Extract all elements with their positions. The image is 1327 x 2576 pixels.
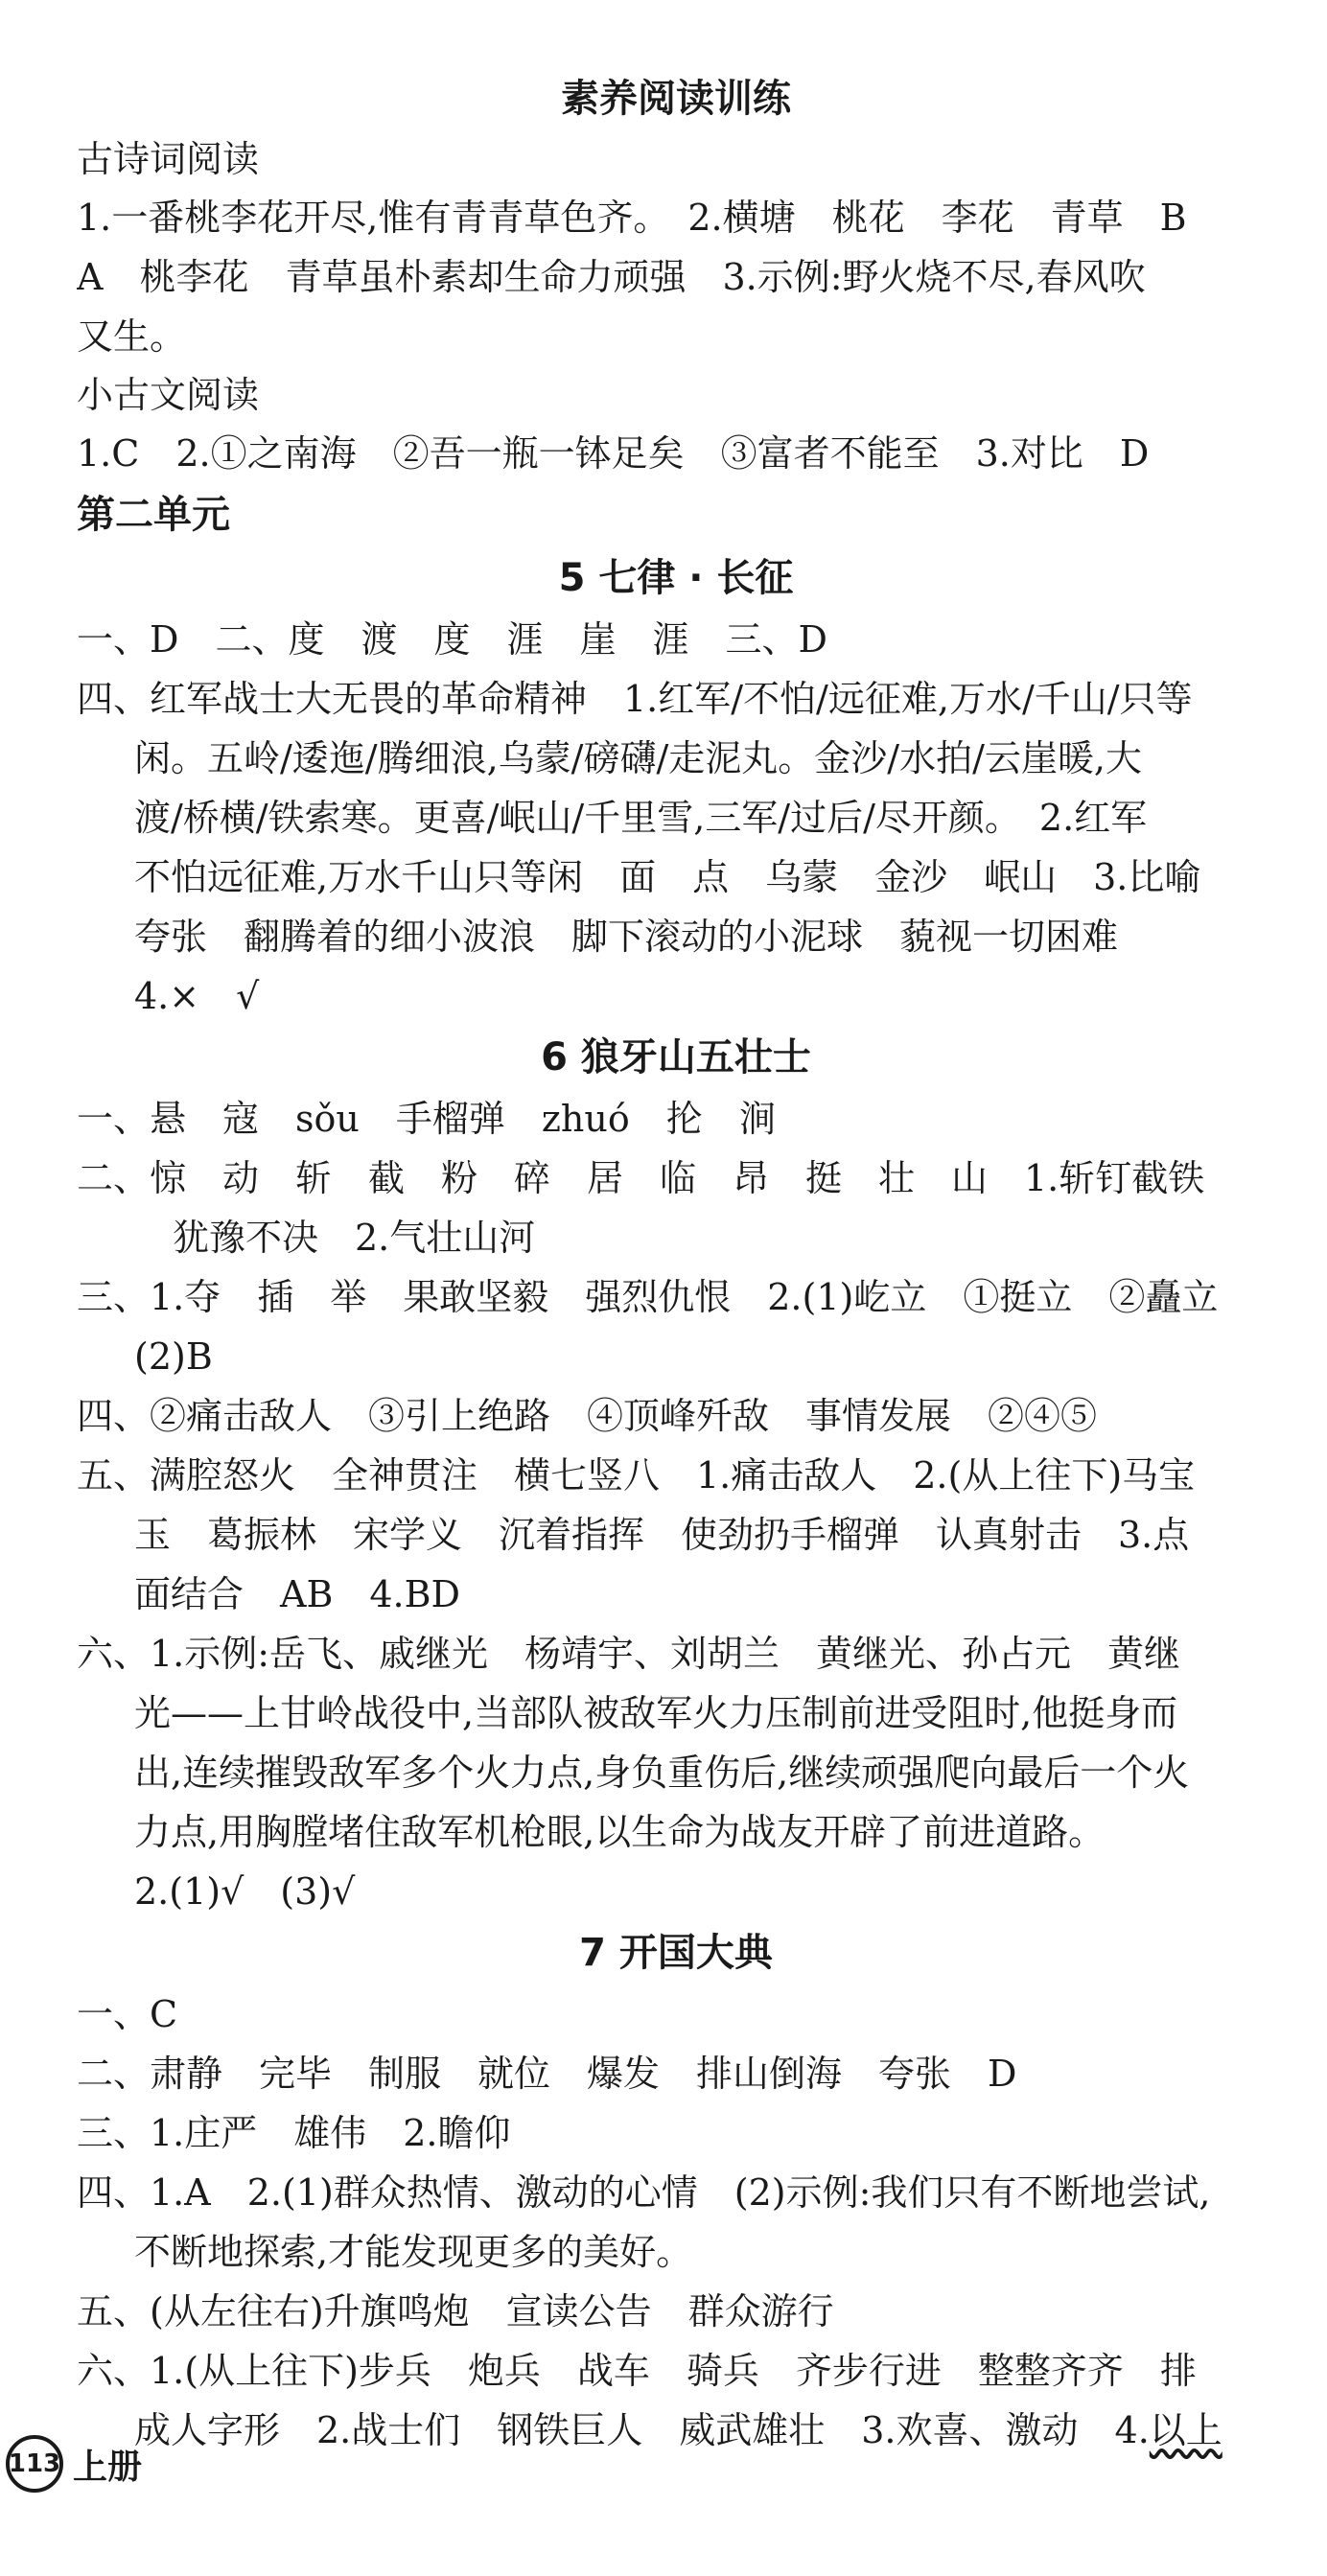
classic-line: 1.C 2.①之南海 ②吾一瓶一钵足矣 ③富者不能至 3.对比 D: [77, 432, 1150, 475]
wavy-underlined-text: 以上: [1149, 2409, 1222, 2451]
poetry-line: 又生。: [77, 315, 187, 358]
section-title-reading: 素养阅读训练: [561, 77, 791, 121]
lesson6-line: 面结合 AB 4.BD: [134, 1573, 461, 1615]
poetry-heading: 古诗词阅读: [77, 138, 260, 180]
classic-heading: 小古文阅读: [77, 374, 260, 416]
lesson6-line: 玉 葛振林 宋学义 沉着指挥 使劲扔手榴弹 认真射击 3.点: [134, 1514, 1190, 1556]
lesson6-line: 三、1.夺 插 举 果敢坚毅 强烈仇恨 2.(1)屹立 ①挺立 ②矗立: [77, 1276, 1219, 1318]
lesson7-line: 三、1.庄严 雄伟 2.瞻仰: [77, 2112, 511, 2154]
volume-label: 上册: [73, 2447, 143, 2487]
lesson7-last-line: [77, 2401, 1275, 2460]
lesson7-line-text: 成人字形 2.战士们 钢铁巨人 威武雄壮 3.欢喜、激动 4.: [134, 2409, 1150, 2451]
page-number-badge: 113: [6, 2435, 63, 2493]
lesson6-line: 五、满腔怒火 全神贯注 横七竖八 1.痛击敌人 2.(从上往下)马宝: [77, 1454, 1196, 1497]
lesson6-line: 力点,用胸膛堵住敌军机枪眼,以生命为战友开辟了前进道路。: [134, 1811, 1106, 1853]
poetry-line: A 桃李花 青草虽朴素却生命力顽强 3.示例:野火烧不尽,春风吹: [77, 256, 1146, 298]
answer-page: [77, 67, 1275, 2460]
lesson7-line: 六、1.(从上往下)步兵 炮兵 战车 骑兵 齐步行进 整整齐齐 排: [77, 2350, 1197, 2392]
lesson6-line: 四、②痛击敌人 ③引上绝路 ④顶峰歼敌 事情发展 ②④⑤: [77, 1395, 1098, 1437]
lesson7-line: 五、(从左往右)升旗鸣炮 宣读公告 群众游行: [77, 2290, 834, 2332]
lesson6-line: 出,连续摧毁敌军多个火力点,身负重伤后,继续顽强爬向最后一个火: [134, 1752, 1190, 1794]
unit-title: 第二单元: [77, 493, 230, 537]
page-footer: [6, 2435, 142, 2493]
lesson6-line: 光——上甘岭战役中,当部队被敌军火力压制前进受阻时,他挺身而: [134, 1692, 1178, 1734]
lesson5-title: 5 七律 · 长征: [558, 556, 794, 600]
lesson5-line: 四、红军战士大无畏的革命精神 1.红军/不怕/远征难,万水/千山/只等: [77, 678, 1193, 720]
lesson6-line: 2.(1)√ (3)√: [134, 1870, 356, 1913]
lesson7-line: 不断地探索,才能发现更多的美好。: [134, 2231, 693, 2273]
lesson6-line: 二、惊 动 斩 截 粉 碎 居 临 昂 挺 壮 山 1.斩钉截铁: [77, 1157, 1205, 1199]
lesson7-line: 四、1.A 2.(1)群众热情、激动的心情 (2)示例:我们只有不断地尝试,: [77, 2171, 1211, 2214]
lesson6-title: 6 狼牙山五壮士: [541, 1035, 811, 1079]
lesson5-line: 渡/桥横/铁索寒。更喜/岷山/千里雪,三军/过后/尽开颜。 2.红军: [134, 797, 1148, 839]
lesson6-line: 犹豫不决 2.气壮山河: [173, 1217, 536, 1259]
lesson5-line: 4.× √: [134, 975, 260, 1017]
lesson6-line: 六、1.示例:岳飞、戚继光 杨靖宇、刘胡兰 黄继光、孙占元 黄继: [77, 1633, 1181, 1675]
lesson7-line: 一、C: [77, 1993, 178, 2035]
lesson6-line: 一、悬 寇 sǒu 手榴弹 zhuó 抡 涧: [77, 1098, 776, 1140]
lesson5-line: 夸张 翻腾着的细小波浪 脚下滚动的小泥球 藐视一切困难: [134, 916, 1119, 958]
poetry-line: 1.一番桃李花开尽,惟有青青草色齐。 2.横塘 桃花 李花 青草 B: [77, 197, 1187, 239]
lesson5-line: 一、D 二、度 渡 度 涯 崖 涯 三、D: [77, 618, 827, 661]
lesson5-line: 不怕远征难,万水千山只等闲 面 点 乌蒙 金沙 岷山 3.比喻: [134, 856, 1201, 898]
lesson7-line: 二、肃静 完毕 制服 就位 爆发 排山倒海 夸张 D: [77, 2053, 1017, 2095]
lesson7-title: 7 开国大典: [579, 1931, 773, 1975]
lesson6-line: (2)B: [134, 1335, 213, 1378]
lesson5-line: 闲。五岭/逶迤/腾细浪,乌蒙/磅礴/走泥丸。金沙/水拍/云崖暖,大: [134, 737, 1142, 779]
